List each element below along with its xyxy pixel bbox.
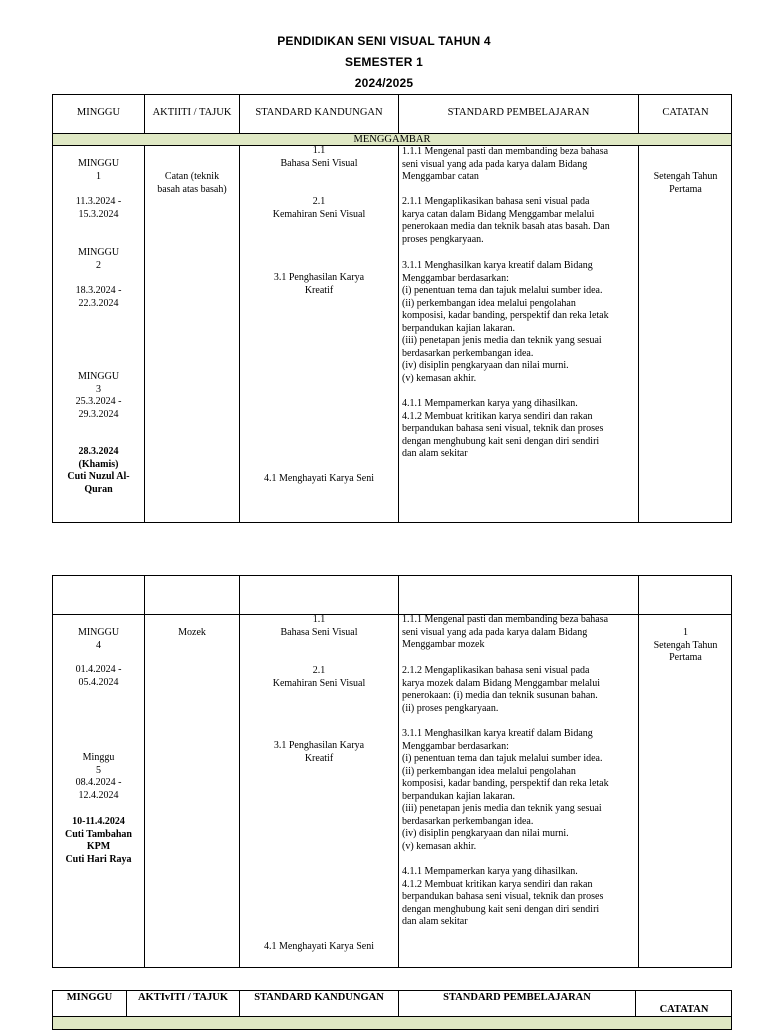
catatan-cell: Setengah Tahun Pertama [653,171,718,195]
sk-4-1-b: 4.1 Menghayati Karya Seni [264,941,374,952]
header-minggu: MINGGU [76,107,121,118]
sp-1-1-1: 1.1.1 Mengenal pasti dan membanding beza bahasa seni visual yang ada pada karya dalam Bidang Menggambar catan [402,146,609,182]
holiday-note-2: 10-11.4.2024 Cuti Tambahan KPM Cuti Hari Raya [65,816,132,865]
table-next [52,990,732,1030]
week-5-label: Minggu 5 08.4.2024 - 12.4.2024 [75,752,122,801]
sk-2-1-b: 2.1 Kemahiran Seni Visual [272,665,366,689]
sp-2-1-1: 2.1.1 Mengaplikasikan bahasa seni visual pada karya catan dalam Bidang Menggambar melalui penerokaan media dan teknik basah atas basah. Dan proses pengkaryaan. [402,196,610,245]
week-1-dates: 11.3.2024 - 15.3.2024 [75,196,122,220]
catatan-cell-2: 1 Setengah Tahun Pertama [653,627,718,663]
week-2-label: MINGGU 2 [77,247,120,271]
sk-4-1: 4.1 Menghayati Karya Seni [264,473,374,484]
doc-year: 2024/2025 [354,76,414,90]
header-aktiviti: AKTIITI / TAJUK [152,107,232,118]
header-catatan: CATATAN [662,107,709,118]
header-minggu-3: MINGGU [66,992,113,1003]
section-band: MENGGAMBAR [53,134,731,145]
sk-3-1: 3.1 Penghasilan Karya Kreatif [273,272,365,296]
header-sp-3: STANDARD PEMBELAJARAN [443,992,591,1003]
activity-cell: Catan (teknik basah atas basah) [157,171,227,195]
week-2-dates: 18.3.2024 - 22.3.2024 [75,285,122,309]
sp-1-1-1-b: 1.1.1 Mengenal pasti dan membanding beza bahasa seni visual yang ada pada karya dalam Bidang Menggambar mozek [402,614,609,650]
sk-1-1-b: 1.1 Bahasa Seni Visual [280,614,358,638]
section-band-next [53,1017,731,1029]
sk-2-1: 2.1 Kemahiran Seni Visual [272,196,366,220]
sp-3-1-1-b: 3.1.1 Menghasilkan karya kreatif dalam Bidang Menggambar berdasarkan: (i) penentuan tema dan tajuk melalui sumber idea. (ii) perkembangan idea melalui pengolahan komposisi, kadar banding, perspektif dan reka letak berpandukan kajian lakaran. (iii) penetapan jenis media dan teknik yang sesuai berdasarkan perkembangan idea. (iv) disiplin pengkaryaan dan nilai murni. (v) kemasan akhir. [402,728,609,852]
sk-1-1: 1.1 Bahasa Seni Visual [280,145,358,169]
holiday-note: 28.3.2024 (Khamis) Cuti Nuzul Al- Quran [67,446,130,495]
header-sk-3: STANDARD KANDUNGAN [254,992,384,1003]
doc-title: PENDIDIKAN SENI VISUAL TAHUN 4 [277,34,491,48]
header-standard-pembelajaran: STANDARD PEMBELAJARAN [447,107,590,118]
activity-cell-2: Mozek [178,627,206,638]
sp-4-1-b: 4.1.1 Mempamerkan karya yang dihasilkan. 4.1.2 Membuat kritikan karya sendiri dan rakan berpandukan bahasa seni visual, teknik dan proses dengan menghubung kait seni dengan diri sendiri dan alam sekitar [402,866,604,927]
sp-2-1-2: 2.1.2 Mengaplikasikan bahasa seni visual pada karya mozek dalam Bidang Menggambar melalui penerokaan: (i) media dan teknik susunan bahan. (ii) proses pengkaryaan. [402,665,600,714]
table-week-4-5 [52,575,732,968]
header-aktiviti-3: AKTIvITI / TAJUK [137,992,229,1003]
header-standard-kandungan: STANDARD KANDUNGAN [255,107,383,118]
table-week-1-3 [52,94,732,523]
week-3-label: MINGGU 3 25.3.2024 - 29.3.2024 [75,371,122,420]
week-4-dates: 01.4.2024 - 05.4.2024 [75,664,122,688]
doc-semester: SEMESTER 1 [344,55,424,69]
header-catatan-3: CATATAN [659,1004,709,1015]
week-1-label: MINGGU 1 [77,158,120,182]
week-4-label: MINGGU 4 [77,627,120,651]
sp-4-1: 4.1.1 Mempamerkan karya yang dihasilkan. 4.1.2 Membuat kritikan karya sendiri dan rakan berpandukan bahasa seni visual, teknik dan proses dengan menghubung kait seni dengan diri sendiri dan alam sekitar [402,398,604,459]
sp-3-1-1: 3.1.1 Menghasilkan karya kreatif dalam Bidang Menggambar berdasarkan: (i) penentuan tema dan tajuk melalui sumber idea. (ii) perkembangan idea melalui pengolahan komposisi, kadar banding, perspektif dan reka letak berpandukan kajian lakaran. (iii) penetapan jenis media dan teknik yang sesuai berdasarkan perkembangan idea. (iv) disiplin pengkaryaan dan nilai murni. (v) kemasan akhir. [402,260,609,384]
sk-3-1-b: 3.1 Penghasilan Karya Kreatif [273,740,365,764]
